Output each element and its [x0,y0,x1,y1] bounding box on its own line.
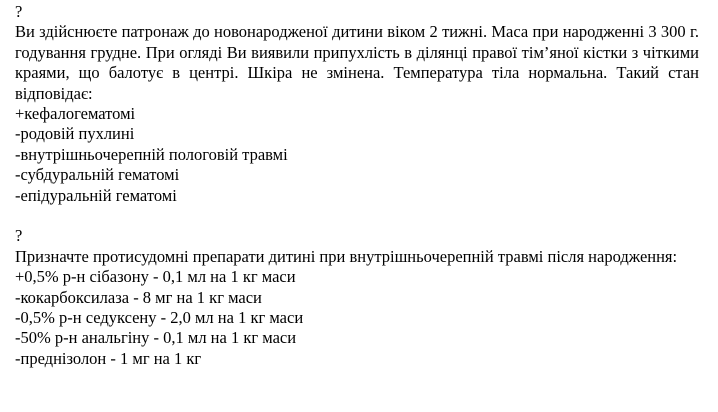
answer-option: -внутрішньочерепній пологовій травмі [15,144,288,164]
question-1 [15,2,699,206]
answer-option: -преднізолон - 1 мг на 1 кг [15,348,202,368]
answer-option: -епідуральній гематомі [15,185,177,205]
question-marker: ? [15,226,23,246]
answer-option: -родовій пухлині [15,124,135,144]
question-prompt: Призначте протисудомні препарати дитині при внутрішньочерепній травмі після народження: [15,246,678,266]
blank-line [15,206,699,226]
answer-option: +0,5% р-н сібазону - 0,1 мл на 1 кг маси [15,267,296,287]
answer-option: -0,5% р-н седуксену - 2,0 мл на 1 кг маси [15,308,304,328]
answer-option: -субдуральній гематомі [15,165,180,185]
question-prompt: Ви здійснюєте патронаж до новонародженої дитини віком 2 тижні. Маса при народженні 3 300 г. годування грудне. При огляді Ви виявили припухлість в ділянці правої тім’яної кістки з чіткими краями, що балотує в центрі. Шкіра не змінена. Температура тіла нормальна. Такий стан відповідає: [15,22,699,103]
answer-option: +кефалогематомі [15,104,136,124]
document-body [15,2,699,369]
answer-option: -50% р-н анальгіну - 0,1 мл на 1 кг маси [15,328,297,348]
answer-option: -кокарбоксилаза - 8 мг на 1 кг маси [15,287,262,307]
question-marker: ? [15,2,23,21]
question-2 [15,226,699,369]
